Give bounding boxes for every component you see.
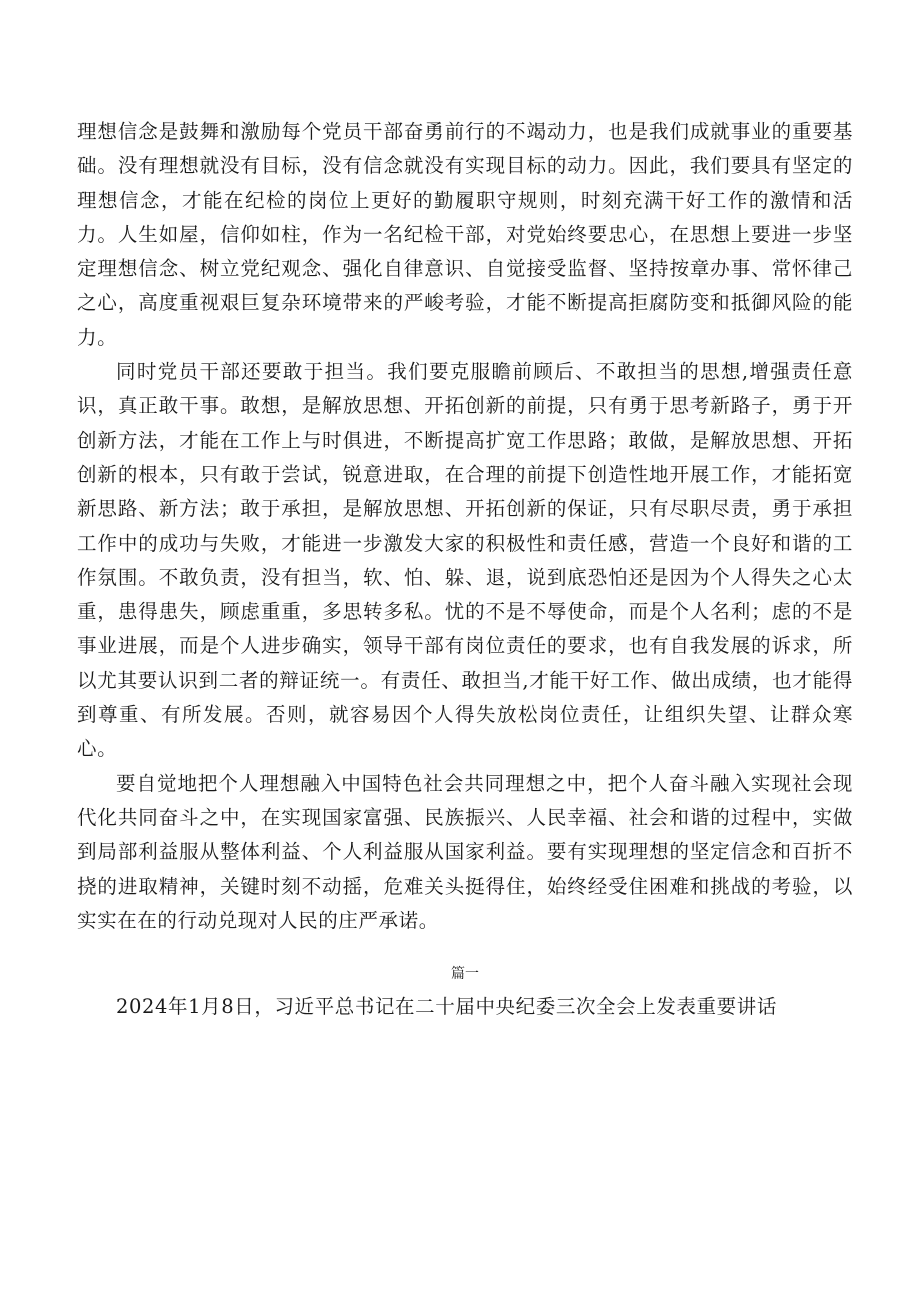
paragraph-speech-date: 2024年1月8日，习近平总书记在二十届中央纪委三次全会上发表重要讲话 bbox=[116, 995, 777, 1019]
section-title: 篇一 bbox=[451, 966, 479, 983]
paragraph-responsibility: 同时党员干部还要敢于担当。我们要克服瞻前顾后、不敢担当的思想,增强责任意识，真正敢干事。敢想，是解放思想、开拓创新的前提，只有勇于思考新路子，勇于开创新方法，才能在工作上与时俱进，不断提高扩宽工作思路；敢做，是解放思想、开拓创新的根本，只有敢于尝试，锐意进取，在合理的前提下创造性地开展工作，才能拓宽新思路、新方法；敢于承担，是解放思想、开拓创新的保证，只有尽职尽责，勇于承担工作中的成功与失败，才能进一步激发大家的积极性和责任感，营造一个良好和谐的工作氛围。不敢负责，没有担当，软、怕、躲、退，说到底恐怕还是因为个人得失之心太重，患得患失，顾虑重重，多思转多私。忧的不是不辱使命，而是个人名利；虑的不是事业进展，而是个人进步确实，领导干部有岗位责任的要求，也有自我发展的诉求，所以尤其要认识到二者的辩证统一。有责任、敢担当,才能干好工作、做出成绩，也才能得到尊重、有所发展。否则，就容易因个人得失放松岗位责任，让组织失望、让群众寒心。 bbox=[77, 360, 853, 761]
document-body bbox=[77, 115, 853, 1024]
paragraph-ideals: 理想信念是鼓舞和激励每个党员干部奋勇前行的不竭动力，也是我们成就事业的重要基础。没有理想就没有目标，没有信念就没有实现目标的动力。因此，我们要具有坚定的理想信念，才能在纪检的岗位上更好的勤履职守规则，时刻充满干好工作的激情和活力。人生如屋，信仰如柱，作为一名纪检干部，对党始终要忠心，在思想上要进一步坚定理想信念、树立党纪观念、强化自律意识、自觉接受监督、坚持按章办事、常怀律己之心，高度重视艰巨复杂环境带来的严峻考验，才能不断提高拒腐防变和抵御风险的能力。 bbox=[77, 120, 853, 349]
paragraph-common-ideal: 要自觉地把个人理想融入中国特色社会共同理想之中，把个人奋斗融入实现社会现代化共同奋斗之中，在实现国家富强、民族振兴、人民幸福、社会和谐的过程中，实做到局部利益服从整体利益、个人利益服从国家利益。要有实现理想的坚定信念和百折不挠的进取精神，关键时刻不动摇，危难关头挺得住，始终经受住困难和挑战的考验，以实实在在的行动兑现对人民的庄严承诺。 bbox=[77, 771, 853, 932]
